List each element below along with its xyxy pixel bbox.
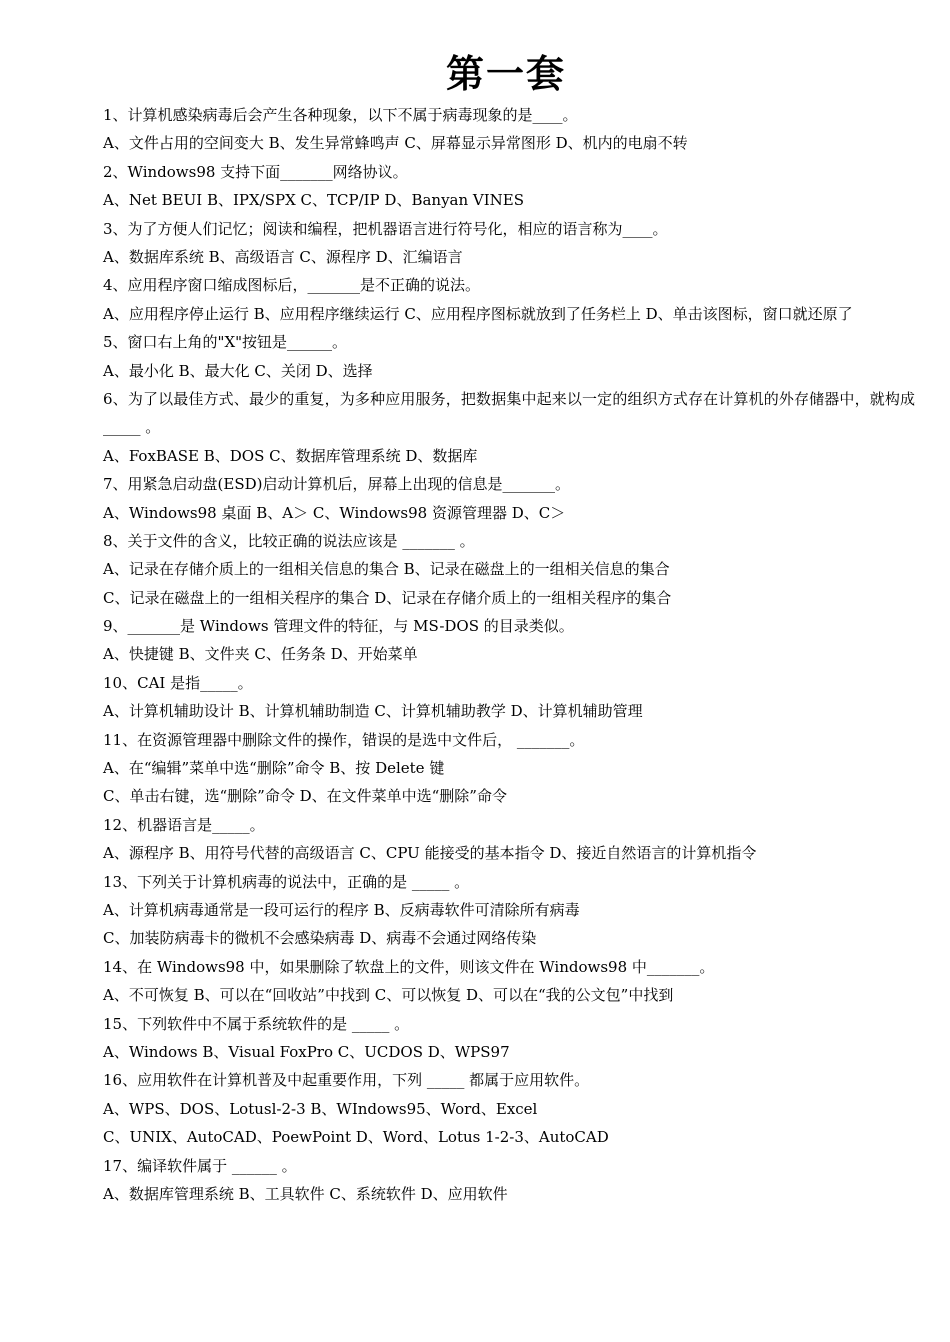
question-list <box>103 101 915 1208</box>
question-11-options-cd: C、单击右键，选“删除”命令 D、在文件菜单中选“删除”命令 <box>103 787 507 806</box>
question-4: 4、应用程序窗口缩成图标后，_______是不正确的说法。 <box>103 276 481 295</box>
question-13-options-ab: A、计算机病毒通常是一段可运行的程序 B、反病毒软件可清除所有病毒 <box>103 900 580 919</box>
question-12: 12、机器语言是_____。 <box>103 815 265 834</box>
question-13-options-cd: C、加装防病毒卡的微机不会感染病毒 D、病毒不会通过网络传染 <box>103 929 537 948</box>
question-6: 6、为了以最佳方式、最少的重复，为多种应用服务，把数据集中起来以一定的组织方式存在计算机的外存储器中，就构成 _____ 。 <box>103 389 915 437</box>
question-11-options-ab: A、在“编辑”菜单中选“删除”命令 B、按 Delete 键 <box>103 759 445 778</box>
question-10-options: A、计算机辅助设计 B、计算机辅助制造 C、计算机辅助教学 D、计算机辅助管理 <box>103 702 643 721</box>
question-7: 7、用紧急启动盘(ESD)启动计算机后，屏幕上出现的信息是_______。 <box>103 475 571 494</box>
question-5-options: A、最小化 B、最大化 C、关闭 D、选择 <box>103 361 373 380</box>
question-8-options-ab: A、记录在存储介质上的一组相关信息的集合 B、记录在磁盘上的一组相关信息的集合 <box>103 560 670 579</box>
question-14: 14、在 Windows98 中，如果删除了软盘上的文件，则该文件在 Windows98 中_______。 <box>103 957 715 976</box>
question-12-options: A、源程序 B、用符号代替的高级语言 C、CPU 能接受的基本指令 D、接近自然语言的计算机指令 <box>103 844 757 863</box>
question-9-options: A、快捷键 B、文件夹 C、任务条 D、开始菜单 <box>103 645 418 664</box>
question-11: 11、在资源管理器中删除文件的操作，错误的是选中文件后， _______。 <box>103 730 585 749</box>
question-9: 9、_______是 Windows 管理文件的特征，与 MS-DOS 的目录类似。 <box>103 617 574 636</box>
question-16-options-cd: C、UNIX、AutoCAD、PoewPoint D、Word、Lotus 1-2-3、AutoCAD <box>103 1128 609 1147</box>
question-2: 2、Windows98 支持下面_______网络协议。 <box>103 162 408 181</box>
question-17-options: A、数据库管理系统 B、工具软件 C、系统软件 D、应用软件 <box>103 1184 508 1203</box>
question-16-options-ab: A、WPS、DOS、Lotusl-2-3 B、WIndows95、Word、Excel <box>103 1099 538 1118</box>
question-8-options-cd: C、记录在磁盘上的一组相关程序的集合 D、记录在存储介质上的一组相关程序的集合 <box>103 588 672 607</box>
question-4-options: A、应用程序停止运行 B、应用程序继续运行 C、应用程序图标就放到了任务栏上 D、单击该图标，窗口就还原了 <box>103 304 853 323</box>
document-title: 第一套 <box>445 51 566 96</box>
question-14-options: A、不可恢复 B、可以在“回收站”中找到 C、可以恢复 D、可以在“我的公文包”中找到 <box>103 986 674 1005</box>
question-13: 13、下列关于计算机病毒的说法中，正确的是 _____ 。 <box>103 872 470 891</box>
question-2-options: A、Net BEUI B、IPX/SPX C、TCP/IP D、Banyan VINES <box>103 191 525 210</box>
question-1: 1、计算机感染病毒后会产生各种现象，以下不属于病毒现象的是____。 <box>103 106 578 124</box>
question-1-options: A、文件占用的空间变大 B、发生异常蜂鸣声 C、屏幕显示异常图形 D、机内的电扇不转 <box>103 134 688 153</box>
question-10: 10、CAI 是指_____。 <box>103 673 253 692</box>
question-5: 5、窗口右上角的"X"按钮是______。 <box>103 333 348 352</box>
question-8: 8、关于文件的含义，比较正确的说法应该是 _______ 。 <box>103 531 475 550</box>
question-15: 15、下列软件中不属于系统软件的是 _____ 。 <box>103 1014 410 1033</box>
question-3-options: A、数据库系统 B、高级语言 C、源程序 D、汇编语言 <box>103 247 463 266</box>
question-6-options: A、FoxBASE B、DOS C、数据库管理系统 D、数据库 <box>103 446 478 465</box>
question-3: 3、为了方便人们记忆；阅读和编程，把机器语言进行符号化，相应的语言称为____。 <box>103 219 668 238</box>
question-15-options: A、Windows B、Visual FoxPro C、UCDOS D、WPS97 <box>103 1042 510 1061</box>
question-7-options: A、Windows98 桌面 B、A＞ C、Windows98 资源管理器 D、C＞ <box>103 503 566 522</box>
question-17: 17、编译软件属于 ______ 。 <box>103 1156 297 1175</box>
question-16: 16、应用软件在计算机普及中起重要作用，下列 _____ 都属于应用软件。 <box>103 1071 590 1090</box>
